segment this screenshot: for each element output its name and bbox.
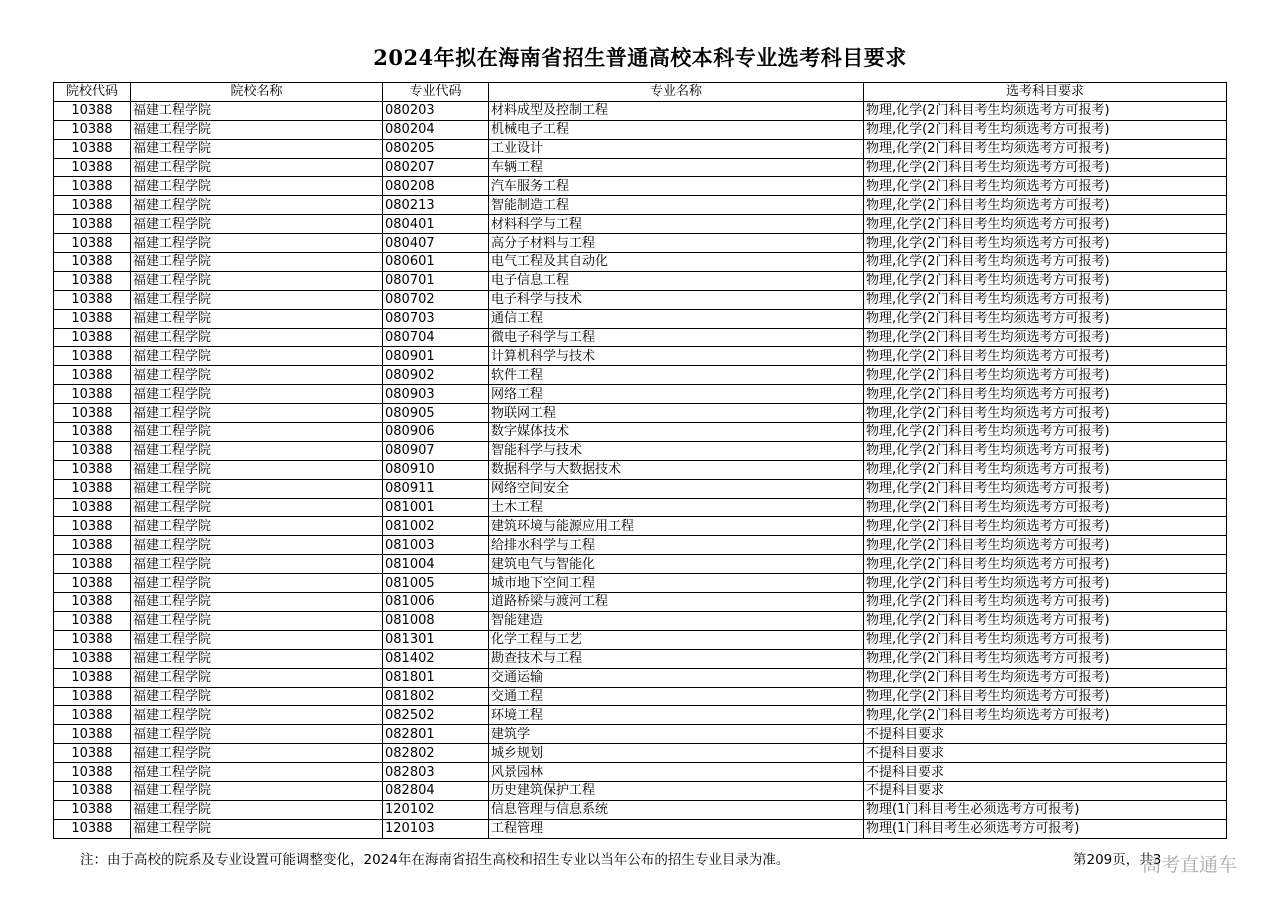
cell-school-code: 10388 <box>54 819 131 838</box>
table-row <box>54 706 1227 725</box>
cell-major-name: 风景园林 <box>489 763 864 782</box>
cell-major-name: 车辆工程 <box>489 158 864 177</box>
cell-subject-requirement: 物理,化学(2门科目考生均须选考方可报考) <box>864 441 1227 460</box>
table-row <box>54 271 1227 290</box>
cell-subject-requirement: 物理,化学(2门科目考生均须选考方可报考) <box>864 253 1227 272</box>
table-row <box>54 630 1227 649</box>
cell-subject-requirement: 物理,化学(2门科目考生均须选考方可报考) <box>864 404 1227 423</box>
cell-school-code: 10388 <box>54 253 131 272</box>
cell-subject-requirement: 物理,化学(2门科目考生均须选考方可报考) <box>864 120 1227 139</box>
table-row <box>54 177 1227 196</box>
cell-major-name: 汽车服务工程 <box>489 177 864 196</box>
cell-school-code: 10388 <box>54 744 131 763</box>
header-row <box>54 83 1227 102</box>
table-row <box>54 800 1227 819</box>
cell-school-name: 福建工程学院 <box>131 441 383 460</box>
cell-school-code: 10388 <box>54 517 131 536</box>
cell-subject-requirement: 物理,化学(2门科目考生均须选考方可报考) <box>864 385 1227 404</box>
cell-school-code: 10388 <box>54 309 131 328</box>
cell-major-code: 080204 <box>383 120 489 139</box>
table-row <box>54 574 1227 593</box>
cell-major-code: 081802 <box>383 687 489 706</box>
header-major-name: 专业名称 <box>489 83 864 102</box>
cell-school-name: 福建工程学院 <box>131 517 383 536</box>
cell-major-code: 080704 <box>383 328 489 347</box>
cell-major-code: 080703 <box>383 309 489 328</box>
cell-major-code: 080701 <box>383 271 489 290</box>
cell-subject-requirement: 物理,化学(2门科目考生均须选考方可报考) <box>864 309 1227 328</box>
header-school-code: 院校代码 <box>54 83 131 102</box>
table-row <box>54 309 1227 328</box>
cell-major-code: 080907 <box>383 441 489 460</box>
cell-school-code: 10388 <box>54 800 131 819</box>
cell-major-name: 智能建造 <box>489 611 864 630</box>
cell-major-name: 历史建筑保护工程 <box>489 781 864 800</box>
cell-school-code: 10388 <box>54 536 131 555</box>
table-row <box>54 423 1227 442</box>
cell-school-code: 10388 <box>54 574 131 593</box>
table-row <box>54 517 1227 536</box>
cell-school-name: 福建工程学院 <box>131 271 383 290</box>
cell-major-code: 080905 <box>383 404 489 423</box>
cell-major-name: 数据科学与大数据技术 <box>489 460 864 479</box>
cell-major-code: 080702 <box>383 290 489 309</box>
cell-school-name: 福建工程学院 <box>131 649 383 668</box>
cell-subject-requirement: 物理,化学(2门科目考生均须选考方可报考) <box>864 687 1227 706</box>
cell-major-code: 080906 <box>383 423 489 442</box>
cell-school-code: 10388 <box>54 423 131 442</box>
header-school-name: 院校名称 <box>131 83 383 102</box>
table-row <box>54 366 1227 385</box>
cell-major-name: 计算机科学与技术 <box>489 347 864 366</box>
cell-school-name: 福建工程学院 <box>131 781 383 800</box>
cell-school-code: 10388 <box>54 158 131 177</box>
cell-major-name: 高分子材料与工程 <box>489 234 864 253</box>
cell-major-code: 082801 <box>383 725 489 744</box>
cell-school-name: 福建工程学院 <box>131 366 383 385</box>
cell-subject-requirement: 物理,化学(2门科目考生均须选考方可报考) <box>864 460 1227 479</box>
table-row <box>54 347 1227 366</box>
table-row <box>54 649 1227 668</box>
cell-major-code: 082802 <box>383 744 489 763</box>
page-title: 2024年拟在海南省招生普通高校本科专业选考科目要求 <box>373 45 907 70</box>
table-row <box>54 668 1227 687</box>
table-row <box>54 498 1227 517</box>
cell-school-code: 10388 <box>54 555 131 574</box>
table-row <box>54 593 1227 612</box>
cell-school-code: 10388 <box>54 498 131 517</box>
table-row <box>54 215 1227 234</box>
cell-major-name: 工程管理 <box>489 819 864 838</box>
cell-major-code: 080207 <box>383 158 489 177</box>
cell-major-name: 城乡规划 <box>489 744 864 763</box>
cell-subject-requirement: 物理,化学(2门科目考生均须选考方可报考) <box>864 366 1227 385</box>
cell-school-code: 10388 <box>54 271 131 290</box>
cell-school-name: 福建工程学院 <box>131 498 383 517</box>
cell-school-code: 10388 <box>54 687 131 706</box>
cell-subject-requirement: 物理,化学(2门科目考生均须选考方可报考) <box>864 271 1227 290</box>
cell-subject-requirement: 不提科目要求 <box>864 725 1227 744</box>
cell-school-name: 福建工程学院 <box>131 611 383 630</box>
cell-major-code: 080601 <box>383 253 489 272</box>
cell-major-code: 120102 <box>383 800 489 819</box>
table-row <box>54 101 1227 120</box>
cell-subject-requirement: 物理,化学(2门科目考生均须选考方可报考) <box>864 611 1227 630</box>
cell-major-code: 080203 <box>383 101 489 120</box>
cell-school-name: 福建工程学院 <box>131 536 383 555</box>
cell-school-code: 10388 <box>54 139 131 158</box>
cell-school-name: 福建工程学院 <box>131 725 383 744</box>
cell-major-code: 081008 <box>383 611 489 630</box>
table-row <box>54 555 1227 574</box>
cell-school-name: 福建工程学院 <box>131 139 383 158</box>
cell-school-code: 10388 <box>54 290 131 309</box>
cell-school-code: 10388 <box>54 404 131 423</box>
cell-major-code: 082804 <box>383 781 489 800</box>
header-subject-requirement: 选考科目要求 <box>864 83 1227 102</box>
cell-major-code: 080910 <box>383 460 489 479</box>
cell-school-name: 福建工程学院 <box>131 555 383 574</box>
cell-subject-requirement: 物理,化学(2门科目考生均须选考方可报考) <box>864 196 1227 215</box>
cell-school-name: 福建工程学院 <box>131 460 383 479</box>
table-row <box>54 441 1227 460</box>
table-row <box>54 139 1227 158</box>
cell-school-code: 10388 <box>54 215 131 234</box>
cell-major-name: 网络空间安全 <box>489 479 864 498</box>
cell-school-name: 福建工程学院 <box>131 290 383 309</box>
cell-school-name: 福建工程学院 <box>131 120 383 139</box>
cell-school-code: 10388 <box>54 649 131 668</box>
cell-school-code: 10388 <box>54 347 131 366</box>
cell-school-name: 福建工程学院 <box>131 744 383 763</box>
cell-major-name: 电子信息工程 <box>489 271 864 290</box>
table-row <box>54 611 1227 630</box>
cell-major-code: 080401 <box>383 215 489 234</box>
cell-school-name: 福建工程学院 <box>131 215 383 234</box>
cell-major-name: 工业设计 <box>489 139 864 158</box>
cell-major-code: 080407 <box>383 234 489 253</box>
table-row <box>54 460 1227 479</box>
cell-major-name: 交通工程 <box>489 687 864 706</box>
cell-subject-requirement: 物理,化学(2门科目考生均须选考方可报考) <box>864 574 1227 593</box>
cell-school-name: 福建工程学院 <box>131 101 383 120</box>
cell-major-name: 建筑环境与能源应用工程 <box>489 517 864 536</box>
cell-subject-requirement: 不提科目要求 <box>864 744 1227 763</box>
cell-subject-requirement: 物理,化学(2门科目考生均须选考方可报考) <box>864 498 1227 517</box>
cell-school-code: 10388 <box>54 177 131 196</box>
table-row <box>54 253 1227 272</box>
cell-subject-requirement: 物理,化学(2门科目考生均须选考方可报考) <box>864 234 1227 253</box>
cell-school-code: 10388 <box>54 763 131 782</box>
cell-school-name: 福建工程学院 <box>131 158 383 177</box>
cell-major-name: 微电子科学与工程 <box>489 328 864 347</box>
cell-major-code: 080911 <box>383 479 489 498</box>
cell-major-name: 通信工程 <box>489 309 864 328</box>
table-row <box>54 744 1227 763</box>
cell-major-name: 道路桥梁与渡河工程 <box>489 593 864 612</box>
table-row <box>54 819 1227 838</box>
cell-school-code: 10388 <box>54 611 131 630</box>
cell-subject-requirement: 物理(1门科目考生必须选考方可报考) <box>864 819 1227 838</box>
cell-school-code: 10388 <box>54 781 131 800</box>
table-row <box>54 479 1227 498</box>
cell-school-name: 福建工程学院 <box>131 763 383 782</box>
cell-subject-requirement: 物理,化学(2门科目考生均须选考方可报考) <box>864 593 1227 612</box>
cell-major-name: 材料成型及控制工程 <box>489 101 864 120</box>
cell-school-code: 10388 <box>54 630 131 649</box>
table-row <box>54 234 1227 253</box>
cell-school-code: 10388 <box>54 196 131 215</box>
table-row <box>54 536 1227 555</box>
table-row <box>54 404 1227 423</box>
cell-school-name: 福建工程学院 <box>131 574 383 593</box>
cell-major-name: 建筑学 <box>489 725 864 744</box>
cell-school-name: 福建工程学院 <box>131 177 383 196</box>
cell-major-name: 给排水科学与工程 <box>489 536 864 555</box>
cell-subject-requirement: 物理,化学(2门科目考生均须选考方可报考) <box>864 555 1227 574</box>
cell-subject-requirement: 物理,化学(2门科目考生均须选考方可报考) <box>864 423 1227 442</box>
cell-school-name: 福建工程学院 <box>131 630 383 649</box>
cell-school-name: 福建工程学院 <box>131 385 383 404</box>
cell-major-name: 建筑电气与智能化 <box>489 555 864 574</box>
cell-subject-requirement: 物理(1门科目考生必须选考方可报考) <box>864 800 1227 819</box>
cell-school-code: 10388 <box>54 101 131 120</box>
cell-school-code: 10388 <box>54 234 131 253</box>
table-row <box>54 725 1227 744</box>
cell-school-name: 福建工程学院 <box>131 800 383 819</box>
cell-school-name: 福建工程学院 <box>131 668 383 687</box>
cell-major-code: 081801 <box>383 668 489 687</box>
cell-school-name: 福建工程学院 <box>131 687 383 706</box>
cell-major-code: 081004 <box>383 555 489 574</box>
cell-school-code: 10388 <box>54 479 131 498</box>
cell-major-name: 电子科学与技术 <box>489 290 864 309</box>
cell-subject-requirement: 物理,化学(2门科目考生均须选考方可报考) <box>864 328 1227 347</box>
table-row <box>54 290 1227 309</box>
cell-major-code: 081402 <box>383 649 489 668</box>
cell-subject-requirement: 不提科目要求 <box>864 763 1227 782</box>
cell-major-name: 城市地下空间工程 <box>489 574 864 593</box>
cell-school-code: 10388 <box>54 460 131 479</box>
cell-subject-requirement: 物理,化学(2门科目考生均须选考方可报考) <box>864 536 1227 555</box>
cell-school-name: 福建工程学院 <box>131 404 383 423</box>
header-major-code: 专业代码 <box>383 83 489 102</box>
cell-subject-requirement: 物理,化学(2门科目考生均须选考方可报考) <box>864 158 1227 177</box>
cell-major-code: 081003 <box>383 536 489 555</box>
cell-major-code: 082502 <box>383 706 489 725</box>
cell-school-name: 福建工程学院 <box>131 347 383 366</box>
cell-subject-requirement: 物理,化学(2门科目考生均须选考方可报考) <box>864 139 1227 158</box>
cell-major-name: 智能科学与技术 <box>489 441 864 460</box>
cell-major-name: 勘查技术与工程 <box>489 649 864 668</box>
footnote: 注：由于高校的院系及专业设置可能调整变化，2024年在海南省招生高校和招生专业以当年公布的招生专业目录为准。 <box>80 852 790 868</box>
cell-subject-requirement: 物理,化学(2门科目考生均须选考方可报考) <box>864 101 1227 120</box>
watermark: 高考直通车 <box>1142 854 1238 876</box>
cell-school-name: 福建工程学院 <box>131 253 383 272</box>
cell-major-name: 智能制造工程 <box>489 196 864 215</box>
cell-school-code: 10388 <box>54 366 131 385</box>
cell-school-code: 10388 <box>54 120 131 139</box>
cell-subject-requirement: 物理,化学(2门科目考生均须选考方可报考) <box>864 215 1227 234</box>
cell-major-code: 080901 <box>383 347 489 366</box>
cell-subject-requirement: 物理,化学(2门科目考生均须选考方可报考) <box>864 479 1227 498</box>
cell-subject-requirement: 物理,化学(2门科目考生均须选考方可报考) <box>864 177 1227 196</box>
cell-school-name: 福建工程学院 <box>131 309 383 328</box>
cell-school-name: 福建工程学院 <box>131 706 383 725</box>
cell-major-name: 数字媒体技术 <box>489 423 864 442</box>
cell-major-code: 081005 <box>383 574 489 593</box>
table-row <box>54 158 1227 177</box>
cell-school-code: 10388 <box>54 385 131 404</box>
cell-major-name: 电气工程及其自动化 <box>489 253 864 272</box>
cell-major-name: 化学工程与工艺 <box>489 630 864 649</box>
table-row <box>54 781 1227 800</box>
table-header <box>54 83 1227 102</box>
cell-major-name: 物联网工程 <box>489 404 864 423</box>
table-row <box>54 328 1227 347</box>
cell-major-code: 080903 <box>383 385 489 404</box>
cell-subject-requirement: 物理,化学(2门科目考生均须选考方可报考) <box>864 290 1227 309</box>
cell-subject-requirement: 物理,化学(2门科目考生均须选考方可报考) <box>864 706 1227 725</box>
table-row <box>54 385 1227 404</box>
cell-major-code: 081001 <box>383 498 489 517</box>
cell-school-code: 10388 <box>54 441 131 460</box>
page-number: 第209页，共3 <box>1073 852 1162 868</box>
cell-subject-requirement: 物理,化学(2门科目考生均须选考方可报考) <box>864 668 1227 687</box>
cell-school-code: 10388 <box>54 328 131 347</box>
cell-major-code: 080213 <box>383 196 489 215</box>
cell-school-code: 10388 <box>54 593 131 612</box>
cell-major-code: 120103 <box>383 819 489 838</box>
cell-subject-requirement: 物理,化学(2门科目考生均须选考方可报考) <box>864 649 1227 668</box>
cell-school-name: 福建工程学院 <box>131 234 383 253</box>
cell-school-code: 10388 <box>54 725 131 744</box>
cell-major-name: 机械电子工程 <box>489 120 864 139</box>
table-row <box>54 120 1227 139</box>
cell-school-name: 福建工程学院 <box>131 196 383 215</box>
cell-major-code: 081006 <box>383 593 489 612</box>
cell-major-name: 材料科学与工程 <box>489 215 864 234</box>
cell-subject-requirement: 物理,化学(2门科目考生均须选考方可报考) <box>864 630 1227 649</box>
cell-major-code: 080208 <box>383 177 489 196</box>
subject-requirements-table <box>53 82 1227 839</box>
cell-major-code: 082803 <box>383 763 489 782</box>
cell-major-name: 环境工程 <box>489 706 864 725</box>
table-row <box>54 687 1227 706</box>
table-body <box>54 101 1227 838</box>
cell-major-name: 信息管理与信息系统 <box>489 800 864 819</box>
cell-major-name: 土木工程 <box>489 498 864 517</box>
cell-subject-requirement: 物理,化学(2门科目考生均须选考方可报考) <box>864 347 1227 366</box>
cell-subject-requirement: 不提科目要求 <box>864 781 1227 800</box>
cell-major-name: 网络工程 <box>489 385 864 404</box>
cell-school-code: 10388 <box>54 706 131 725</box>
cell-major-name: 交通运输 <box>489 668 864 687</box>
cell-school-name: 福建工程学院 <box>131 593 383 612</box>
cell-school-name: 福建工程学院 <box>131 423 383 442</box>
cell-major-code: 081301 <box>383 630 489 649</box>
cell-school-name: 福建工程学院 <box>131 479 383 498</box>
table-row <box>54 196 1227 215</box>
cell-major-code: 080902 <box>383 366 489 385</box>
table-row <box>54 763 1227 782</box>
cell-school-code: 10388 <box>54 668 131 687</box>
cell-major-code: 081002 <box>383 517 489 536</box>
cell-school-name: 福建工程学院 <box>131 328 383 347</box>
cell-major-code: 080205 <box>383 139 489 158</box>
cell-subject-requirement: 物理,化学(2门科目考生均须选考方可报考) <box>864 517 1227 536</box>
cell-major-name: 软件工程 <box>489 366 864 385</box>
cell-school-name: 福建工程学院 <box>131 819 383 838</box>
